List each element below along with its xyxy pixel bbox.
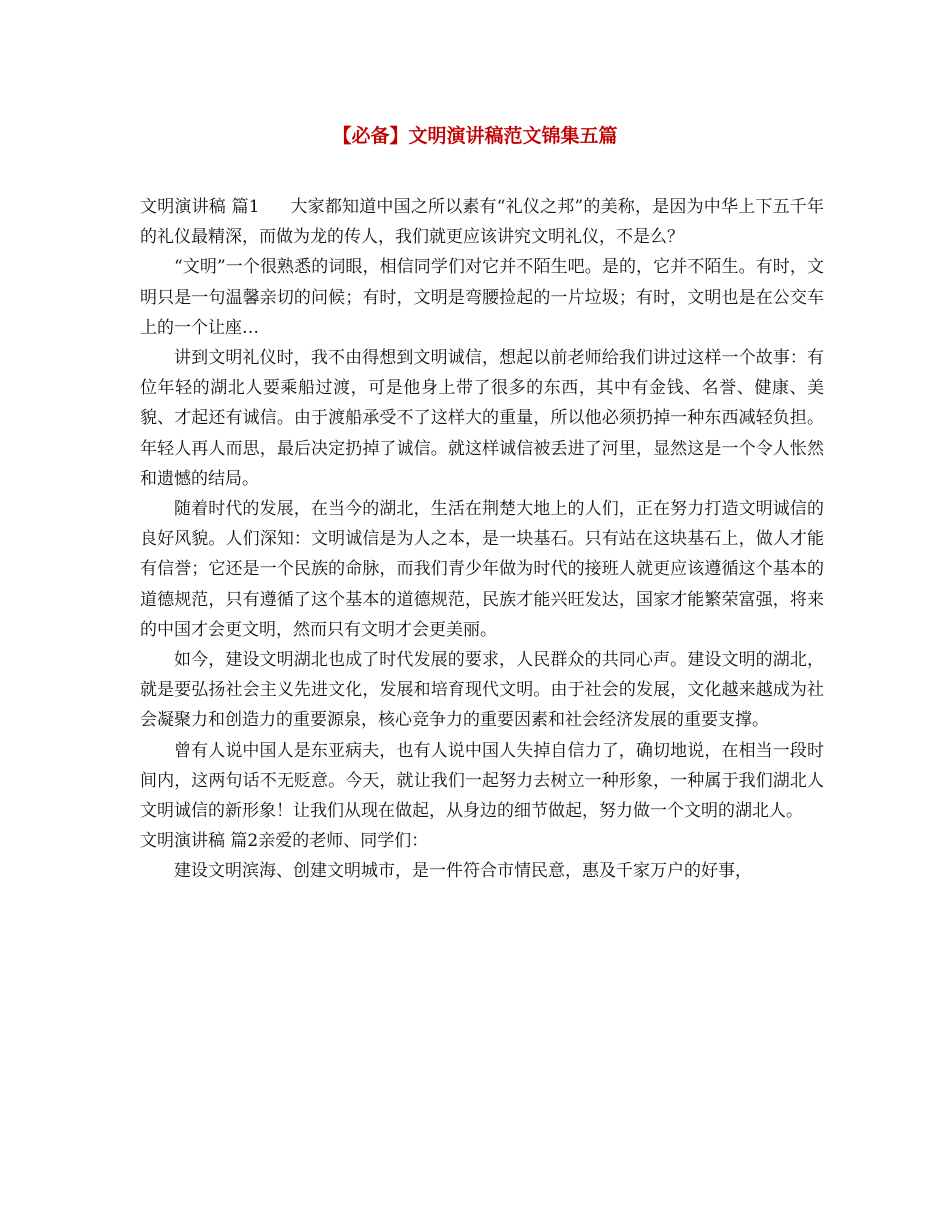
section-1-intro <box>140 192 824 252</box>
section-1-heading: 文明演讲稿 篇1 <box>140 197 260 217</box>
paragraph: 曾有人说中国人是东亚病夫，也有人说中国人失掉自信力了，确切地说，在相当一段时间内，这两句话不无贬意。今天，就让我们一起努力去树立一种形象，一种属于我们湖北人文明诚信的新形象！让我们从现在做起，从身边的细节做起，努力做一个文明的湖北人。 <box>140 740 824 822</box>
paragraph: 建设文明滨海、创建文明城市，是一件符合市情民意，惠及千家万户的好事， <box>174 861 752 882</box>
paragraph: 随着时代的发展，在当今的湖北，生活在荆楚大地上的人们，正在努力打造文明诚信的良好风貌。人们深知：文明诚信是为人之本，是一块基石。只有站在这块基石上，做人才能有信誉；它还是一个民族的命脉，而我们青少年做为时代的接班人就更应该遵循这个基本的道德规范，只有遵循了这个基本的道德规范，民族才能兴旺发达，国家才能繁荣富强，将来的中国才会更文明，然而只有文明才会更美丽。 <box>140 499 824 640</box>
section-1-first-text: 大家都知道中国之所以素有“礼仪之邦”的美称，是因为中华上下五千年的礼仪最精深，而做为龙的传人，我们就更应该讲究文明礼仪，不是么？ <box>140 197 824 248</box>
document-title: 【必备】文明演讲稿范文锦集五篇 <box>332 125 618 147</box>
document-body <box>140 192 824 887</box>
paragraph: 讲到文明礼仪时，我不由得想到文明诚信，想起以前老师给我们讲过这样一个故事：有位年轻的湖北人要乘船过渡，可是他身上带了很多的东西，其中有金钱、名誉、健康、美貌、才起还有诚信。由于渡船承受不了这样大的重量，所以他必须扔掉一种东西减轻负担。年轻人再人而思，最后决定扔掉了诚信。就这样诚信被丢进了河里，显然这是一个令人怅然和遗憾的结局。 <box>140 348 824 489</box>
paragraph: 如今，建设文明湖北也成了时代发展的要求，人民群众的共同心声。建设文明的湖北，就是要弘扬社会主义先进文化，发展和培育现代文明。由于社会的发展，文化越来越成为社会凝聚力和创造力的重要源泉，核心竞争力的重要因素和社会经济发展的重要支撑。 <box>140 650 824 731</box>
section-2-intro <box>140 826 824 856</box>
section-2-first-text: 亲爱的老师、同学们： <box>258 831 429 852</box>
section-2-heading: 文明演讲稿 篇2 <box>140 831 259 852</box>
paragraph: “文明”一个很熟悉的词眼，相信同学们对它并不陌生吧。是的，它并不陌生。有时，文明只是一句温馨亲切的问候；有时，文明是弯腰捡起的一片垃圾；有时，文明也是在公交车上的一个让座… <box>140 257 824 338</box>
